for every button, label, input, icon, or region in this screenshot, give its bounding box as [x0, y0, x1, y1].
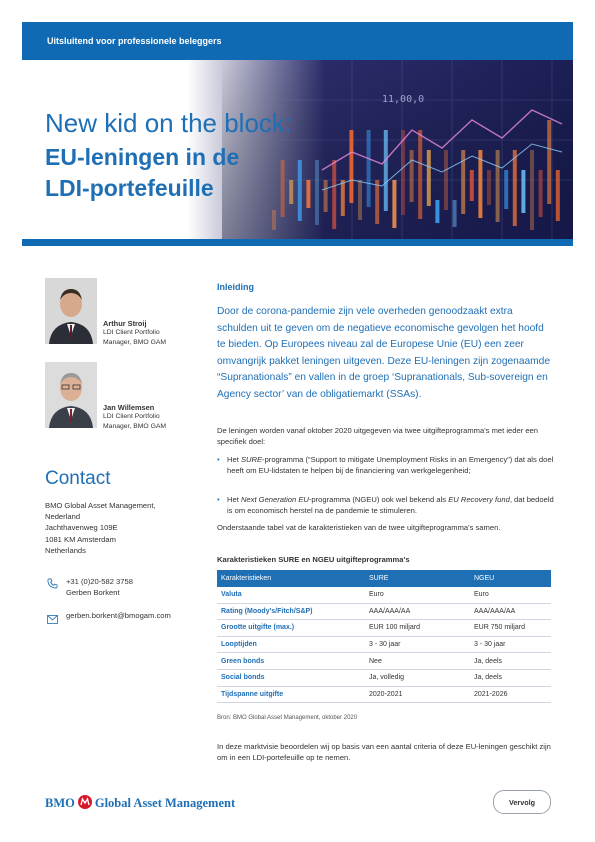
logo-bmo-text: BMO [45, 796, 75, 810]
hero-bar [358, 180, 362, 220]
ngeu-cell: Ja, deels [470, 669, 551, 686]
hero-bar [367, 130, 371, 207]
next-page-button[interactable]: Vervolg [493, 790, 551, 814]
hero-bar [556, 170, 560, 221]
hero-bar [341, 180, 345, 216]
hero-bar [384, 130, 388, 211]
hero-bar [418, 130, 422, 219]
hero-bar [539, 170, 543, 217]
audience-banner-text: Uitsluitend voor professionele beleggers [47, 36, 222, 46]
closing-paragraph: In deze marktvisie beoordelen wij op basis van een aantal criteria of deze EU-leningen geschikt zijn om in een LDI-portefeuille op te nemen. [217, 742, 551, 763]
audience-banner [22, 22, 573, 60]
sure-cell: EUR 100 miljard [365, 620, 470, 637]
table-row [217, 669, 551, 686]
body-paragraph-2: Onderstaande tabel vat de karakteristieken van de twee uitgifteprogramma's samen. [217, 523, 501, 532]
table-row [217, 653, 551, 670]
author-name: Arthur Stroij [103, 319, 147, 328]
hero-bar [298, 160, 302, 221]
sure-cell: 2020-2021 [365, 686, 470, 703]
contact-phone-block [66, 576, 133, 598]
hero-bar [410, 150, 414, 202]
title-line-1: New kid on the block: [45, 108, 293, 138]
row-label: Tijdspanne uitgifte [217, 686, 365, 703]
intro-paragraph: Door de corona-pandemie zijn vele overheden genoodzaakt extra schulden uit te geven om de negatieve economische gevolgen het hoofd te bieden. Op Europees niveau zal de Europese Unie (EU) een zeer omvangrijk pakket leningen uitgeven. Deze EU-leningen zijn zogenaamde “Supranationals” en vallen in de groep ‘Supranationals, Sub-sovereign en Agency sector’ van de obligatiemarkt (SSAs). [217, 306, 550, 400]
bmo-logo [45, 795, 235, 811]
author-role-line-2: Manager, BMO GAM [103, 423, 167, 430]
ngeu-cell: 3 - 30 jaar [470, 636, 551, 653]
author-role [103, 412, 213, 432]
title-main [45, 142, 239, 204]
table-title: Karakteristieken SURE en NGEU uitgifteprogramma's [217, 555, 410, 564]
address-line: 1081 KM Amsterdam [45, 534, 116, 544]
sure-cell: Nee [365, 653, 470, 670]
row-label: Rating (Moody's/Fitch/S&P) [217, 603, 365, 620]
ngeu-cell: EUR 750 miljard [470, 620, 551, 637]
title-line-3: LDI-portefeuille [45, 175, 214, 201]
hero-ticker-text: 11,00,0 [382, 94, 425, 105]
bullet-middle: -programma (NGEU) ook wel bekend als [308, 495, 449, 504]
row-label: Grootte uitgifte (max.) [217, 620, 365, 637]
row-label: Social bonds [217, 669, 365, 686]
address-line: Netherlands [45, 545, 86, 555]
hero-bar [444, 150, 448, 210]
bullet-dot-icon: • [217, 495, 220, 504]
ngeu-cell: Ja, deels [470, 653, 551, 670]
hero-bar [530, 150, 534, 230]
address-line: Nederland [45, 512, 81, 522]
hero-bar [289, 180, 293, 204]
hero-bar [281, 160, 285, 217]
hero-bar [504, 170, 508, 209]
phone-icon [47, 576, 58, 594]
title-line-2: EU-leningen in de [45, 144, 240, 170]
author-name: Jan Willemsen [103, 403, 155, 412]
ngeu-cell: AAA/AAA/AA [470, 603, 551, 620]
ngeu-cell: 2021-2026 [470, 686, 551, 703]
hero-bar [435, 200, 439, 223]
row-label: Green bonds [217, 653, 365, 670]
bullet-rest: -programma (“Support to mitigate Unemployment Risks in an Emergency”) dat als doel heeft om EU-lidstaten te helpen bij de financiering van werkgelegenheid; [227, 455, 554, 476]
hero-bar [470, 170, 474, 201]
table-source: Bron: BMO Global Asset Management, oktober 2020 [217, 715, 358, 721]
sure-cell: 3 - 30 jaar [365, 636, 470, 653]
row-label: Looptijden [217, 636, 365, 653]
table-row [217, 603, 551, 620]
hero-bar [306, 180, 310, 208]
bullet-ngeu [217, 494, 557, 518]
bullet-sure [217, 454, 557, 488]
hero-bar [392, 180, 396, 228]
author-role-line-1: LDI Client Portfolio [103, 329, 160, 336]
sure-cell: Ja, volledig [365, 669, 470, 686]
characteristics-table [217, 570, 551, 703]
bullet-text [227, 454, 557, 476]
row-label: Valuta [217, 587, 365, 603]
table-header-cell: SURE [365, 570, 470, 587]
hero-bar [453, 200, 457, 227]
hero-bar [427, 150, 431, 206]
hero-bar [272, 210, 276, 230]
bullet-dot-icon: • [217, 455, 220, 464]
author-role-line-1: LDI Client Portfolio [103, 413, 160, 420]
contact-address [45, 500, 205, 556]
person-portrait-icon [45, 362, 97, 428]
hero-bar [332, 160, 336, 229]
hero-bar [487, 170, 491, 205]
table-row [217, 636, 551, 653]
table-header-row [217, 570, 551, 587]
address-line: BMO Global Asset Management, [45, 501, 156, 510]
logo-gam-text: Global Asset Management [94, 796, 236, 810]
hero-bar [513, 150, 517, 226]
table-row [217, 686, 551, 703]
person-portrait-icon [45, 278, 97, 344]
sure-cell: Euro [365, 587, 470, 603]
author-role-line-2: Manager, BMO GAM [103, 339, 167, 346]
author-photo-arthur-stroij [45, 278, 97, 344]
hero-bar [375, 180, 379, 224]
table-header-cell: Karakteristieken [217, 570, 365, 587]
contact-email[interactable]: gerben.borkent@bmogam.com [66, 611, 171, 620]
contact-phone[interactable]: +31 (0)20-582 3758 [66, 577, 133, 586]
ngeu-cell: Euro [470, 587, 551, 603]
bullet-rest: , dat bedoeld is om economisch herstel na de pandemie te stimuleren. [227, 495, 554, 516]
hero-bar [315, 160, 319, 225]
bullet-emphasis: Next Generation EU [240, 495, 309, 504]
hero-bottom-rule [22, 239, 573, 246]
table-header-cell: NGEU [470, 570, 551, 587]
section-heading-inleiding: Inleiding [217, 282, 254, 292]
bmo-roundel-icon [78, 795, 92, 809]
author-role [103, 328, 213, 348]
bullet-prefix: Het [227, 495, 241, 504]
bullet-prefix: Het [227, 455, 241, 464]
hero-bar [496, 150, 500, 222]
bullet-text [227, 494, 557, 516]
envelope-icon [47, 611, 58, 629]
sure-cell: AAA/AAA/AA [365, 603, 470, 620]
table-row [217, 587, 551, 603]
address-line: Jachthavenweg 109E [45, 523, 118, 533]
author-photo-jan-willemsen [45, 362, 97, 428]
hero-bar [547, 120, 551, 204]
hero-bar [349, 130, 353, 203]
table-row [217, 620, 551, 637]
bullet-emphasis: SURE [240, 455, 263, 464]
contact-heading: Contact [45, 468, 111, 489]
hero-bar [521, 170, 525, 213]
contact-person: Gerben Borkent [66, 588, 120, 597]
hero-bar [324, 180, 328, 212]
body-paragraph-1: De leningen worden vanaf oktober 2020 uitgegeven via twee uitgifteprogramma's met ieder een specifiek doel: [217, 426, 539, 447]
bullet-emphasis-2: EU Recovery fund [448, 495, 510, 504]
